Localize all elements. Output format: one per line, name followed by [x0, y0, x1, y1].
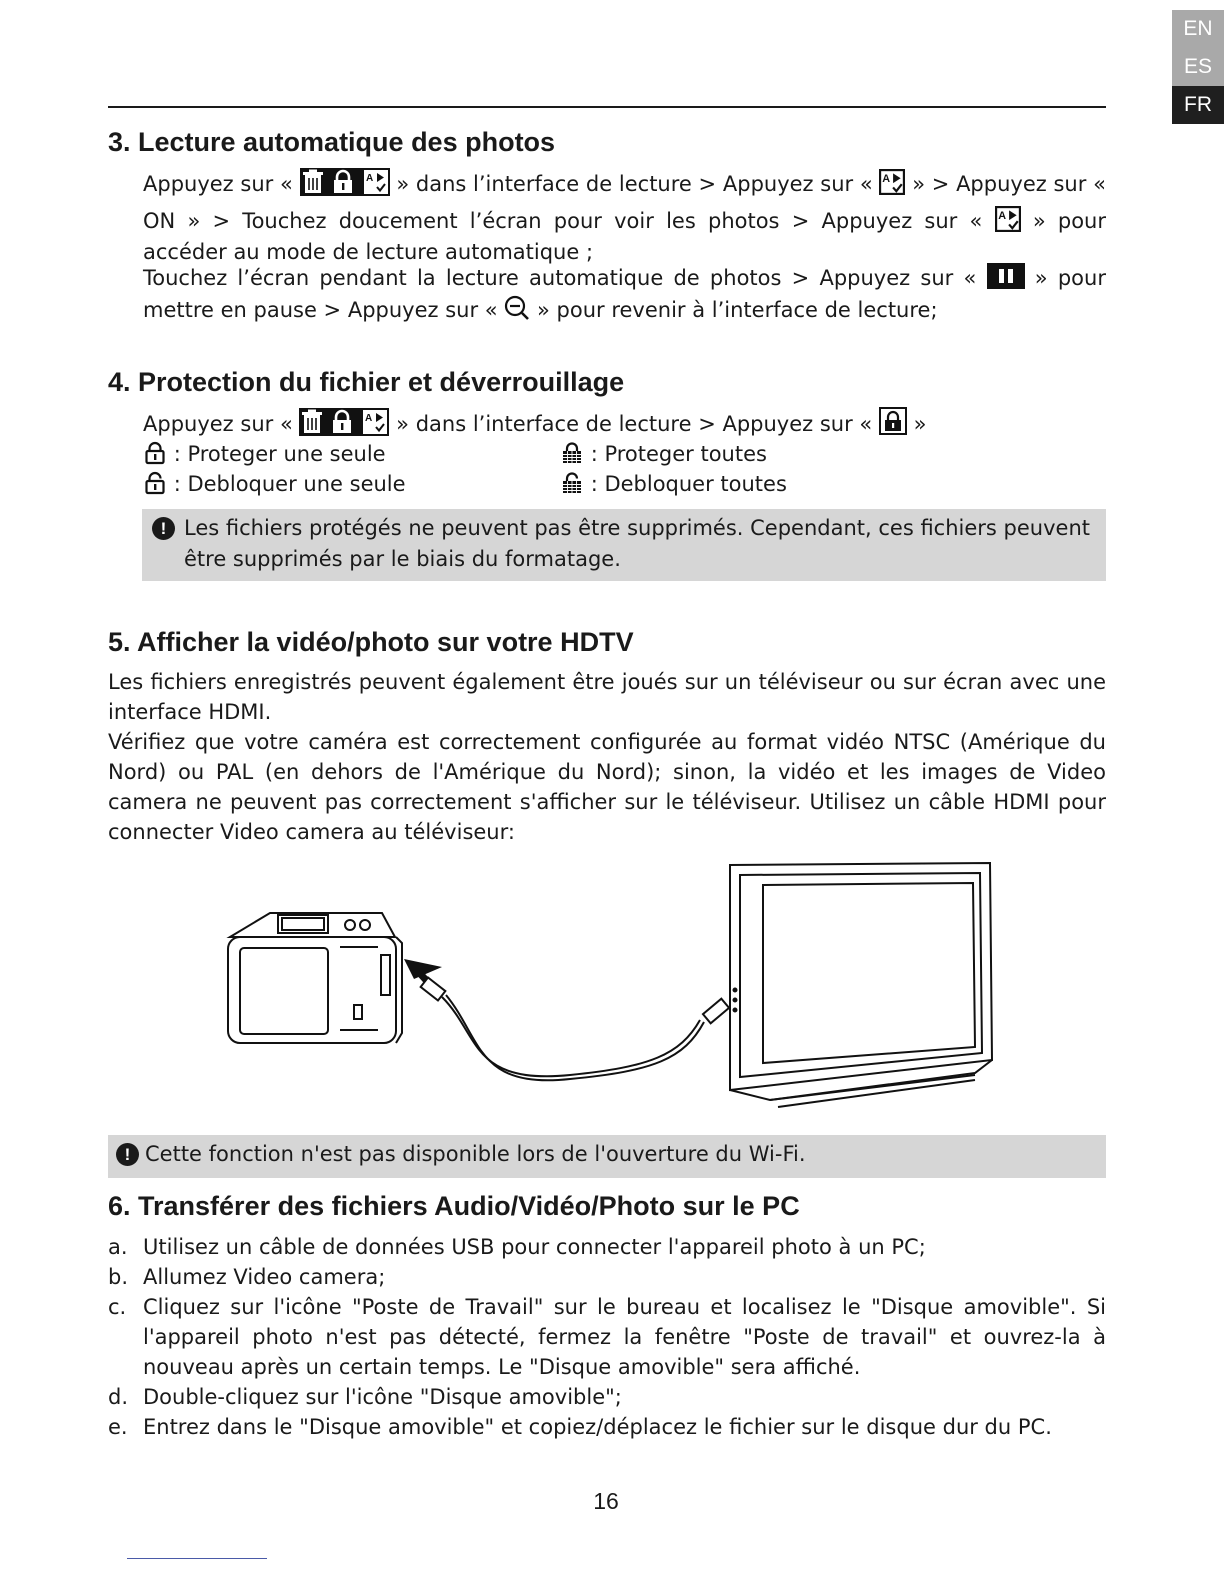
- hdmi-cable: [421, 977, 729, 1080]
- svg-text:A: A: [365, 173, 373, 184]
- note-text: Les fichiers protégés ne peuvent pas être supprimés. Cependant, ces fichiers peuvent être supprimés par le biais du formatage.: [184, 516, 1090, 571]
- list-text: Cliquez sur l'icône "Poste de Travail" sur le bureau et localisez le "Disque amovible". Si l'appareil photo n'est pas détecté, fermez la fenêtre "Poste de travail" et ouvrez-la à nouveau après un certain temps. Le "Disque amovible" sera affiché.: [143, 1295, 1106, 1379]
- hdmi-connection-illustration: [210, 855, 1010, 1115]
- autoplay-icon: [879, 169, 905, 195]
- text-fragment: » pour revenir à l’interface de lecture;: [537, 297, 938, 322]
- text-fragment: Touchez l’écran pendant la lecture automatique de photos > Appuyez sur «: [143, 266, 977, 290]
- section-3-para-1: [143, 168, 1106, 269]
- option-unlock-one: [143, 469, 406, 499]
- list-text: Utilisez un câble de données USB pour connecter l'appareil photo à un PC;: [143, 1235, 926, 1259]
- autoplay-icon: [364, 170, 388, 194]
- option-protect-one: [143, 439, 386, 469]
- list-item: [108, 1232, 1106, 1262]
- list-item: [108, 1412, 1106, 1442]
- section-6-title: 6. Transférer des fichiers Audio/Vidéo/Photo sur le PC: [108, 1191, 800, 1221]
- warning-icon: !: [116, 1143, 139, 1166]
- trash-icon: [303, 170, 323, 194]
- option-unlock-all: [560, 469, 787, 499]
- svg-text:A: A: [365, 413, 373, 424]
- playback-icon-group: [300, 168, 390, 206]
- list-text: Allumez Video camera;: [143, 1265, 386, 1289]
- list-text: Entrez dans le "Disque amovible" et copiez/déplacez le fichier sur le disque dur du PC.: [143, 1415, 1052, 1439]
- text-fragment: » pour mettre en pause > Appuyez sur «: [143, 266, 1106, 322]
- text-fragment: Appuyez sur «: [143, 172, 293, 196]
- option-label: : Debloquer une seule: [173, 472, 406, 496]
- autoplay-icon: [995, 206, 1021, 232]
- list-marker: e.: [108, 1415, 128, 1439]
- page-number: 16: [593, 1488, 619, 1514]
- section-3-para-2: [143, 263, 1106, 326]
- transfer-steps: [108, 1232, 1106, 1442]
- camera-illustration: [228, 913, 402, 1043]
- text-fragment: Appuyez sur «: [143, 412, 293, 436]
- section-4-title: 4. Protection du fichier et déverrouillage: [108, 367, 625, 397]
- warning-icon: !: [152, 517, 175, 540]
- list-marker: c.: [108, 1295, 127, 1319]
- option-label: : Debloquer toutes: [590, 472, 787, 496]
- footer-rule: [127, 1558, 267, 1559]
- text-fragment: » dans l’interface de lecture > Appuyez sur «: [396, 412, 873, 436]
- lock-icon: [879, 407, 907, 435]
- list-item: [108, 1382, 1106, 1412]
- list-marker: d.: [108, 1385, 129, 1409]
- top-rule: [108, 106, 1106, 108]
- section-5-title: 5. Afficher la vidéo/photo sur votre HDTV: [108, 627, 634, 657]
- section-5-para-1: Les fichiers enregistrés peuvent également être joués sur un téléviseur ou sur écran avec une interface HDMI.: [108, 670, 1106, 724]
- lock-one-icon: [143, 441, 167, 465]
- option-label: : Proteger toutes: [590, 442, 767, 466]
- list-item: [108, 1292, 1106, 1382]
- language-tabs: [1172, 10, 1224, 124]
- list-text: Double-cliquez sur l'icône "Disque amovible";: [143, 1385, 622, 1409]
- lang-tab-fr: FR: [1172, 86, 1224, 124]
- text-fragment: » > Appuyez sur « ON » > Touchez doucement l’écran pour voir les photos > Appuyez sur «: [143, 172, 1106, 233]
- list-marker: b.: [108, 1265, 129, 1289]
- autoplay-icon: [363, 410, 387, 434]
- wifi-note: [108, 1135, 1106, 1178]
- list-marker: a.: [108, 1235, 128, 1259]
- zoom-out-icon: [504, 295, 530, 321]
- pause-icon: [987, 263, 1025, 289]
- text-fragment: » dans l’interface de lecture > Appuyez sur «: [396, 172, 873, 196]
- trash-icon: [302, 410, 322, 434]
- unlock-all-icon: [560, 471, 584, 495]
- option-protect-all: [560, 439, 767, 469]
- tv-illustration: [730, 863, 992, 1107]
- lock-all-icon: [560, 441, 584, 465]
- option-label: : Proteger une seule: [173, 442, 386, 466]
- lang-tab-es: ES: [1172, 48, 1224, 86]
- section-5-para-2: Vérifiez que votre caméra est correctement configurée au format vidéo NTSC (Amérique du Nord) ou PAL (en dehors de l'Amérique du Nord); sinon, la vidéo et les images de Video camera ne peuvent pas correctement s'afficher sur le téléviseur. Utilisez un câble HDMI pour connecter Video camera au téléviseur:: [108, 730, 1106, 844]
- section-3-title: 3. Lecture automatique des photos: [108, 127, 556, 157]
- note-text: Cette fonction n'est pas disponible lors de l'ouverture du Wi-Fi.: [145, 1142, 806, 1166]
- protection-note: [142, 509, 1106, 581]
- text-fragment: » pour accéder au mode de lecture automatique ;: [143, 208, 1106, 264]
- unlock-one-icon: [143, 471, 167, 495]
- text-fragment: »: [913, 412, 927, 436]
- list-item: [108, 1262, 1106, 1292]
- lang-tab-en: EN: [1172, 10, 1224, 48]
